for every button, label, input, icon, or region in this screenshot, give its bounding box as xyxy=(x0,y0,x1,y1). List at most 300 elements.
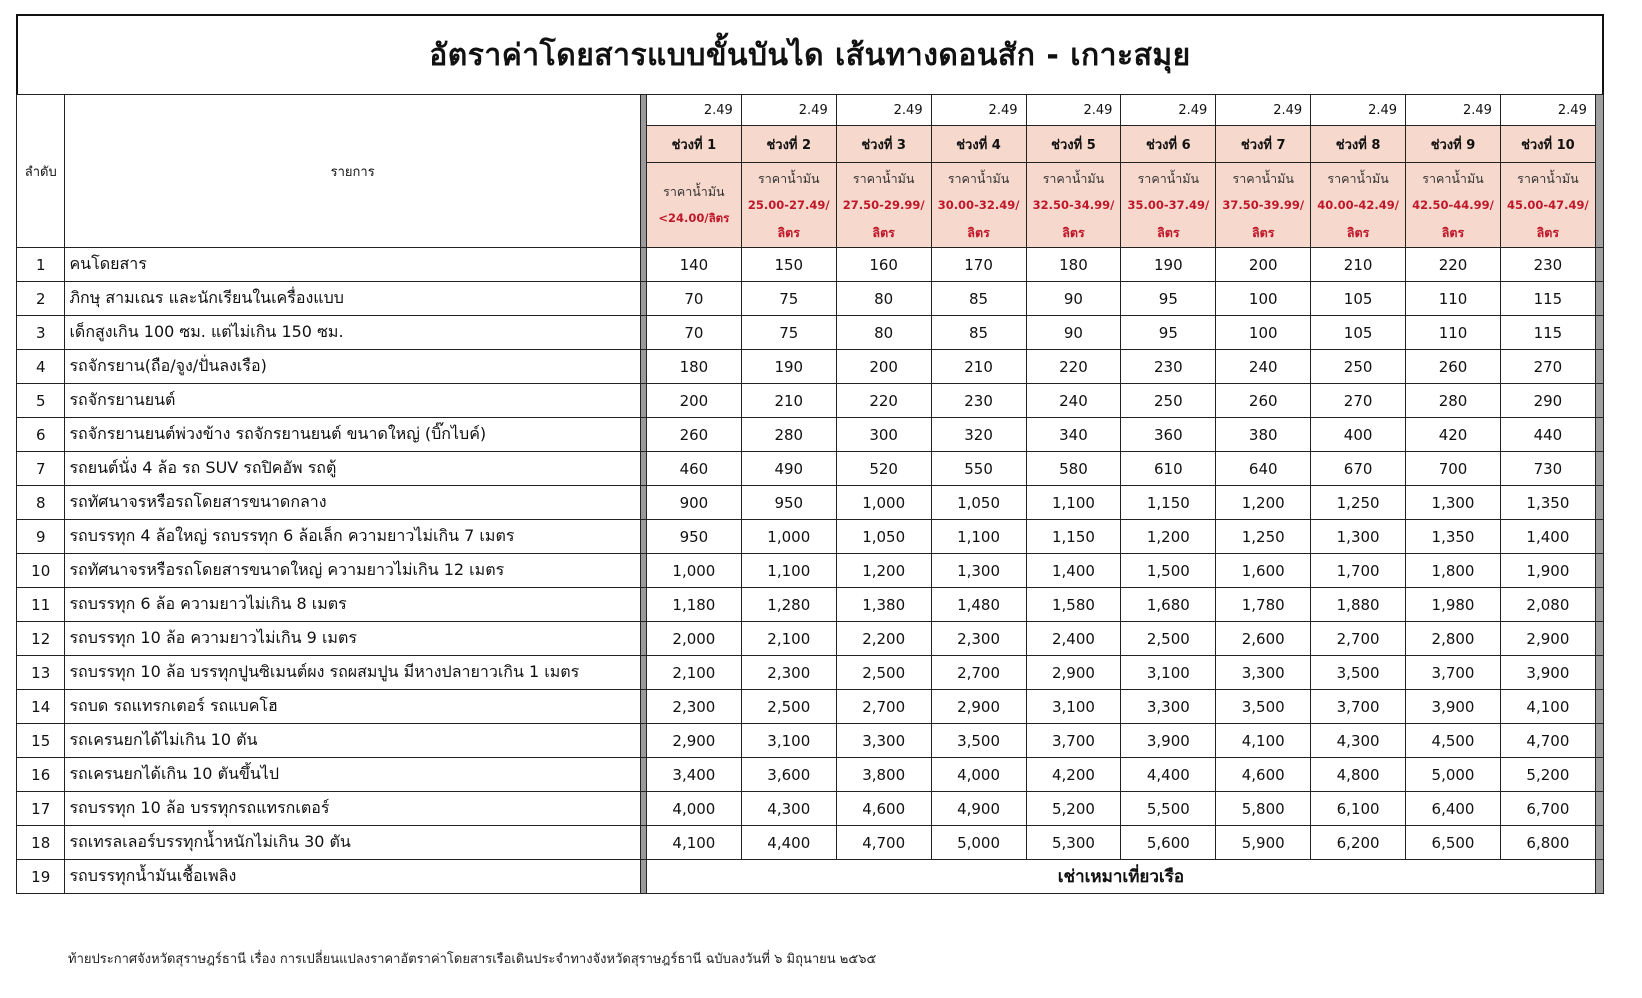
fare-cell: 4,500 xyxy=(1406,724,1501,758)
fare-cell: 2,300 xyxy=(931,622,1026,656)
price-range-value: 27.50-29.99/ xyxy=(842,197,925,212)
fare-cell: 1,350 xyxy=(1406,520,1501,554)
fare-cell: 2,300 xyxy=(646,690,741,724)
fare-cell: 4,600 xyxy=(836,792,931,826)
row-number: 11 xyxy=(17,588,65,622)
table-row xyxy=(17,792,1604,826)
row-item: รถบรรทุก 10 ล้อ ความยาวไม่เกิน 9 เมตร xyxy=(65,622,640,656)
diesel-price-cell: 2.49 xyxy=(741,95,836,126)
column-header-no: ลำดับ xyxy=(17,95,65,248)
row-number: 1 xyxy=(17,248,65,282)
fare-cell: 1,100 xyxy=(931,520,1026,554)
right-edge-bar xyxy=(1595,486,1603,520)
price-range-cell xyxy=(646,163,741,248)
fare-cell: 1,000 xyxy=(646,554,741,588)
row-item: เด็กสูงเกิน 100 ซม. แต่ไม่เกิน 150 ซม. xyxy=(65,316,640,350)
fare-cell: 1,680 xyxy=(1121,588,1216,622)
fare-cell: 5,600 xyxy=(1121,826,1216,860)
right-edge-bar xyxy=(1595,452,1603,486)
page-title: อัตราค่าโดยสารแบบขั้นบันได เส้นทางดอนสัก - เกาะสมุย xyxy=(429,37,1191,73)
right-edge-bar xyxy=(1595,724,1603,758)
fare-cell: 2,800 xyxy=(1406,622,1501,656)
row-number: 5 xyxy=(17,384,65,418)
table-row xyxy=(17,690,1604,724)
fare-cell: 1,400 xyxy=(1500,520,1595,554)
band-header-cell: ช่วงที่ 1 xyxy=(646,126,741,163)
table-row xyxy=(17,588,1604,622)
fare-cell: 100 xyxy=(1216,282,1311,316)
fare-cell: 6,200 xyxy=(1311,826,1406,860)
fare-cell: 220 xyxy=(1406,248,1501,282)
right-edge-bar xyxy=(1595,95,1603,248)
right-edge-bar xyxy=(1595,656,1603,690)
table-row xyxy=(17,418,1604,452)
fare-cell: 1,980 xyxy=(1406,588,1501,622)
fare-cell: 190 xyxy=(1121,248,1216,282)
row-item: รถบรรทุก 10 ล้อ บรรทุกรถแทรกเตอร์ xyxy=(65,792,640,826)
row-item: รถทัศนาจรหรือรถโดยสารขนาดใหญ่ ความยาวไม่เกิน 12 เมตร xyxy=(65,554,640,588)
fare-cell: 3,400 xyxy=(646,758,741,792)
row-number: 15 xyxy=(17,724,65,758)
right-edge-bar xyxy=(1595,622,1603,656)
diesel-row xyxy=(17,95,1604,126)
fare-cell: 580 xyxy=(1026,452,1121,486)
fare-cell: 270 xyxy=(1500,350,1595,384)
fare-cell: 4,200 xyxy=(1026,758,1121,792)
fare-cell: 5,200 xyxy=(1026,792,1121,826)
band-header-cell: ช่วงที่ 5 xyxy=(1026,126,1121,163)
fare-cell: 180 xyxy=(646,350,741,384)
fare-cell: 2,700 xyxy=(836,690,931,724)
fare-table-body xyxy=(17,95,1604,894)
fare-cell: 115 xyxy=(1500,282,1595,316)
fare-cell: 95 xyxy=(1121,316,1216,350)
right-edge-bar xyxy=(1595,826,1603,860)
row-number: 17 xyxy=(17,792,65,826)
row-number: 8 xyxy=(17,486,65,520)
fare-cell: 2,900 xyxy=(1026,656,1121,690)
fare-cell: 1,700 xyxy=(1311,554,1406,588)
fare-cell: 3,500 xyxy=(1311,656,1406,690)
fare-cell: 240 xyxy=(1216,350,1311,384)
fare-cell: 140 xyxy=(646,248,741,282)
fare-cell: 200 xyxy=(646,384,741,418)
fare-cell: 3,300 xyxy=(1216,656,1311,690)
price-range-unit: ลิตร xyxy=(1062,224,1085,240)
price-range-cell xyxy=(741,163,836,248)
fare-cell: 610 xyxy=(1121,452,1216,486)
fare-cell: 950 xyxy=(646,520,741,554)
row-item: รถเครนยกได้เกิน 10 ตันขึ้นไป xyxy=(65,758,640,792)
fare-cell: 1,300 xyxy=(931,554,1026,588)
table-row xyxy=(17,520,1604,554)
row-number: 4 xyxy=(17,350,65,384)
fare-cell: 85 xyxy=(931,316,1026,350)
fare-cell: 2,100 xyxy=(646,656,741,690)
fare-cell: 1,300 xyxy=(1311,520,1406,554)
row-item: รถทัศนาจรหรือรถโดยสารขนาดกลาง xyxy=(65,486,640,520)
diesel-price-cell: 2.49 xyxy=(1311,95,1406,126)
diesel-price-cell: 2.49 xyxy=(1216,95,1311,126)
fare-cell: 5,200 xyxy=(1500,758,1595,792)
fare-cell: 260 xyxy=(1216,384,1311,418)
table-row xyxy=(17,350,1604,384)
price-label: ราคาน้ำมัน xyxy=(852,170,915,186)
fare-cell: 270 xyxy=(1311,384,1406,418)
table-row xyxy=(17,724,1604,758)
fare-cell: 420 xyxy=(1406,418,1501,452)
right-edge-bar xyxy=(1595,418,1603,452)
diesel-price-cell: 2.49 xyxy=(836,95,931,126)
fare-cell: 490 xyxy=(741,452,836,486)
fare-cell: 3,800 xyxy=(836,758,931,792)
band-header-cell: ช่วงที่ 9 xyxy=(1406,126,1501,163)
price-range-cell xyxy=(1121,163,1216,248)
price-label: ราคาน้ำมัน xyxy=(1232,170,1294,186)
fare-cell: 230 xyxy=(931,384,1026,418)
fare-cell: 220 xyxy=(1026,350,1121,384)
price-range-value: 37.50-39.99/ xyxy=(1222,197,1305,212)
row-item: รถบด รถแทรกเตอร์ รถแบคโฮ xyxy=(65,690,640,724)
row-number: 2 xyxy=(17,282,65,316)
fare-cell: 1,280 xyxy=(741,588,836,622)
fare-cell: 1,050 xyxy=(836,520,931,554)
table-row xyxy=(17,282,1604,316)
fare-cell: 260 xyxy=(646,418,741,452)
row-item: รถเทรลเลอร์บรรทุกน้ำหนักไม่เกิน 30 ตัน xyxy=(65,826,640,860)
right-edge-bar xyxy=(1595,588,1603,622)
fare-cell: 5,500 xyxy=(1121,792,1216,826)
price-range-unit: ลิตร xyxy=(1441,224,1465,240)
price-range-cell xyxy=(1311,163,1406,248)
row-number: 18 xyxy=(17,826,65,860)
fare-cell: 2,000 xyxy=(646,622,741,656)
fare-cell: 1,050 xyxy=(931,486,1026,520)
band-header-cell: ช่วงที่ 4 xyxy=(931,126,1026,163)
fare-cell: 280 xyxy=(741,418,836,452)
row-item: รถจักรยานยนต์พ่วงข้าง รถจักรยานยนต์ ขนาดใหญ่ (บิ๊กไบค์) xyxy=(65,418,640,452)
fare-cell: 3,300 xyxy=(1121,690,1216,724)
price-range-unit: ลิตร xyxy=(1536,224,1560,240)
diesel-price-cell: 2.49 xyxy=(646,95,741,126)
fare-cell: 1,100 xyxy=(741,554,836,588)
row-number: 10 xyxy=(17,554,65,588)
table-row xyxy=(17,758,1604,792)
row-item: รถยนต์นั่ง 4 ล้อ รถ SUV รถปิคอัพ รถตู้ xyxy=(65,452,640,486)
fare-cell: 3,900 xyxy=(1406,690,1501,724)
fare-cell: 190 xyxy=(741,350,836,384)
fare-cell: 1,200 xyxy=(1216,486,1311,520)
price-label: ราคาน้ำมัน xyxy=(1137,170,1200,186)
fare-cell: 1,600 xyxy=(1216,554,1311,588)
row-number: 19 xyxy=(17,860,65,894)
fare-cell: 440 xyxy=(1500,418,1595,452)
fare-cell: 3,700 xyxy=(1406,656,1501,690)
band-header-cell: ช่วงที่ 6 xyxy=(1121,126,1216,163)
title-box xyxy=(16,14,1604,94)
fare-cell: 5,800 xyxy=(1216,792,1311,826)
fare-cell: 340 xyxy=(1026,418,1121,452)
price-range-unit: ลิตร xyxy=(872,224,895,240)
price-range-value: 30.00-32.49/ xyxy=(937,197,1020,212)
fare-cell: 6,400 xyxy=(1406,792,1501,826)
fare-table xyxy=(16,94,1604,894)
price-range-cell xyxy=(1216,163,1311,248)
fare-cell: 240 xyxy=(1026,384,1121,418)
fare-cell: 1,100 xyxy=(1026,486,1121,520)
fare-cell: 1,350 xyxy=(1500,486,1595,520)
fare-cell: 230 xyxy=(1500,248,1595,282)
fare-cell: 230 xyxy=(1121,350,1216,384)
fare-cell: 4,400 xyxy=(741,826,836,860)
fare-cell: 6,800 xyxy=(1500,826,1595,860)
fare-cell: 200 xyxy=(836,350,931,384)
table-row xyxy=(17,248,1604,282)
fare-cell: 260 xyxy=(1406,350,1501,384)
fare-cell: 150 xyxy=(741,248,836,282)
row-number: 3 xyxy=(17,316,65,350)
fare-cell: 380 xyxy=(1216,418,1311,452)
fare-cell: 2,200 xyxy=(836,622,931,656)
right-edge-bar xyxy=(1595,350,1603,384)
fare-cell: 280 xyxy=(1406,384,1501,418)
row-number: 14 xyxy=(17,690,65,724)
fare-cell: 70 xyxy=(646,282,741,316)
fare-cell: 2,700 xyxy=(1311,622,1406,656)
charter-note: เช่าเหมาเที่ยวเรือ xyxy=(646,860,1595,894)
row-item: คนโดยสาร xyxy=(65,248,640,282)
table-row xyxy=(17,622,1604,656)
fare-cell: 6,700 xyxy=(1500,792,1595,826)
row-item: รถบรรทุก 4 ล้อใหญ่ รถบรรทุก 6 ล้อเล็ก ความยาวไม่เกิน 7 เมตร xyxy=(65,520,640,554)
row-item: ภิกษุ สามเณร และนักเรียนในเครื่องแบบ xyxy=(65,282,640,316)
fare-cell: 70 xyxy=(646,316,741,350)
fare-cell: 2,400 xyxy=(1026,622,1121,656)
fare-cell: 3,900 xyxy=(1121,724,1216,758)
fare-cell: 170 xyxy=(931,248,1026,282)
fare-cell: 900 xyxy=(646,486,741,520)
row-item: รถบรรทุก 10 ล้อ บรรทุกปูนซิเมนต์ผง รถผสมปูน มีหางปลายาวเกิน 1 เมตร xyxy=(65,656,640,690)
fare-cell: 670 xyxy=(1311,452,1406,486)
fare-cell: 730 xyxy=(1500,452,1595,486)
fare-cell: 210 xyxy=(1311,248,1406,282)
price-range-unit: ลิตร xyxy=(1157,224,1180,240)
fare-cell: 220 xyxy=(836,384,931,418)
fare-cell: 1,250 xyxy=(1311,486,1406,520)
fare-cell: 1,880 xyxy=(1311,588,1406,622)
fare-cell: 4,700 xyxy=(1500,724,1595,758)
fare-cell: 4,100 xyxy=(1500,690,1595,724)
fare-cell: 640 xyxy=(1216,452,1311,486)
fare-cell: 400 xyxy=(1311,418,1406,452)
fare-cell: 3,600 xyxy=(741,758,836,792)
fare-cell: 4,100 xyxy=(1216,724,1311,758)
price-range-value: <24.00/ลิตร xyxy=(658,211,730,225)
fare-cell: 85 xyxy=(931,282,1026,316)
price-label: ราคาน้ำมัน xyxy=(947,170,1010,186)
fare-cell: 1,900 xyxy=(1500,554,1595,588)
fare-cell: 1,180 xyxy=(646,588,741,622)
right-edge-bar xyxy=(1595,384,1603,418)
fare-cell: 4,300 xyxy=(1311,724,1406,758)
fare-cell: 4,100 xyxy=(646,826,741,860)
price-range-value: 40.00-42.49/ xyxy=(1317,197,1399,212)
fare-cell: 3,300 xyxy=(836,724,931,758)
fare-cell: 3,500 xyxy=(1216,690,1311,724)
fare-sheet xyxy=(16,14,1604,894)
row-item: รถบรรทุกน้ำมันเชื้อเพลิง xyxy=(65,860,640,894)
row-number: 7 xyxy=(17,452,65,486)
fare-cell: 1,800 xyxy=(1406,554,1501,588)
fare-cell: 1,000 xyxy=(741,520,836,554)
fare-cell: 1,200 xyxy=(836,554,931,588)
fare-cell: 2,900 xyxy=(646,724,741,758)
fare-cell: 1,480 xyxy=(931,588,1026,622)
fare-cell: 4,000 xyxy=(931,758,1026,792)
right-edge-bar xyxy=(1595,792,1603,826)
table-row xyxy=(17,452,1604,486)
fare-cell: 1,780 xyxy=(1216,588,1311,622)
column-header-item: รายการ xyxy=(65,95,640,248)
price-label: ราคาน้ำมัน xyxy=(1327,170,1389,186)
fare-cell: 5,300 xyxy=(1026,826,1121,860)
diesel-price-cell: 2.49 xyxy=(931,95,1026,126)
fare-cell: 1,400 xyxy=(1026,554,1121,588)
fare-cell: 3,100 xyxy=(1026,690,1121,724)
fare-cell: 1,300 xyxy=(1406,486,1501,520)
right-edge-bar xyxy=(1595,554,1603,588)
fare-cell: 90 xyxy=(1026,316,1121,350)
fare-cell: 100 xyxy=(1216,316,1311,350)
row-number: 16 xyxy=(17,758,65,792)
fare-cell: 1,000 xyxy=(836,486,931,520)
fare-cell: 2,100 xyxy=(741,622,836,656)
price-label: ราคาน้ำมัน xyxy=(1042,170,1105,186)
fare-cell: 1,580 xyxy=(1026,588,1121,622)
fare-cell: 520 xyxy=(836,452,931,486)
fare-cell: 1,150 xyxy=(1026,520,1121,554)
table-row xyxy=(17,860,1604,894)
price-range-value: 35.00-37.49/ xyxy=(1127,197,1210,212)
table-row xyxy=(17,826,1604,860)
fare-cell: 5,000 xyxy=(931,826,1026,860)
fare-cell: 4,000 xyxy=(646,792,741,826)
fare-cell: 550 xyxy=(931,452,1026,486)
right-edge-bar xyxy=(1595,520,1603,554)
right-edge-bar xyxy=(1595,248,1603,282)
fare-cell: 210 xyxy=(931,350,1026,384)
fare-cell: 6,500 xyxy=(1406,826,1501,860)
band-header-cell: ช่วงที่ 3 xyxy=(836,126,931,163)
band-header-cell: ช่วงที่ 2 xyxy=(741,126,836,163)
fare-cell: 700 xyxy=(1406,452,1501,486)
row-item: รถจักรยานยนต์ xyxy=(65,384,640,418)
table-row xyxy=(17,554,1604,588)
fare-cell: 105 xyxy=(1311,282,1406,316)
fare-cell: 6,100 xyxy=(1311,792,1406,826)
fare-cell: 115 xyxy=(1500,316,1595,350)
right-edge-bar xyxy=(1595,758,1603,792)
fare-cell: 2,500 xyxy=(741,690,836,724)
fare-cell: 1,380 xyxy=(836,588,931,622)
fare-cell: 110 xyxy=(1406,282,1501,316)
price-range-unit: ลิตร xyxy=(1251,224,1275,240)
row-number: 9 xyxy=(17,520,65,554)
price-range-value: 42.50-44.99/ xyxy=(1412,197,1494,212)
table-row xyxy=(17,486,1604,520)
fare-cell: 1,500 xyxy=(1121,554,1216,588)
row-item: รถจักรยาน(ถือ/จูง/ปั่นลงเรือ) xyxy=(65,350,640,384)
fare-cell: 300 xyxy=(836,418,931,452)
fare-cell: 75 xyxy=(741,316,836,350)
fare-cell: 105 xyxy=(1311,316,1406,350)
diesel-price-cell: 2.49 xyxy=(1406,95,1501,126)
price-range-value: 45.00-47.49/ xyxy=(1507,197,1589,212)
row-number: 12 xyxy=(17,622,65,656)
fare-cell: 2,700 xyxy=(931,656,1026,690)
fare-cell: 75 xyxy=(741,282,836,316)
band-header-cell: ช่วงที่ 10 xyxy=(1500,126,1595,163)
fare-cell: 2,900 xyxy=(1500,622,1595,656)
fare-cell: 110 xyxy=(1406,316,1501,350)
fare-cell: 290 xyxy=(1500,384,1595,418)
fare-cell: 3,100 xyxy=(741,724,836,758)
table-row xyxy=(17,656,1604,690)
row-number: 6 xyxy=(17,418,65,452)
fare-cell: 2,500 xyxy=(1121,622,1216,656)
fare-cell: 3,700 xyxy=(1311,690,1406,724)
price-range-unit: ลิตร xyxy=(1346,224,1370,240)
fare-cell: 2,500 xyxy=(836,656,931,690)
fare-cell: 1,150 xyxy=(1121,486,1216,520)
diesel-price-cell: 2.49 xyxy=(1026,95,1121,126)
row-item: รถบรรทุก 6 ล้อ ความยาวไม่เกิน 8 เมตร xyxy=(65,588,640,622)
fare-cell: 3,900 xyxy=(1500,656,1595,690)
row-item: รถเครนยกได้ไม่เกิน 10 ตัน xyxy=(65,724,640,758)
price-label: ราคาน้ำมัน xyxy=(663,184,725,199)
fare-cell: 1,200 xyxy=(1121,520,1216,554)
diesel-price-cell: 2.49 xyxy=(1500,95,1595,126)
price-range-value: 25.00-27.49/ xyxy=(747,197,830,212)
diesel-price-cell: 2.49 xyxy=(1121,95,1216,126)
right-edge-bar xyxy=(1595,860,1603,894)
fare-cell: 80 xyxy=(836,316,931,350)
price-range-value: 32.50-34.99/ xyxy=(1032,197,1115,212)
price-range-cell xyxy=(1500,163,1595,248)
price-range-cell xyxy=(836,163,931,248)
row-number: 13 xyxy=(17,656,65,690)
footer-note: ท้ายประกาศจังหวัดสุราษฎร์ธานี เรื่อง การเปลี่ยนแปลงราคาอัตราค่าโดยสารเรือเดินประจำทางจังหวัดสุราษฎร์ธานี ฉบับลงวันที่ ๖ มิถุนายน ๒๕๖๕ xyxy=(68,952,877,967)
price-range-cell xyxy=(931,163,1026,248)
price-range-unit: ลิตร xyxy=(967,224,990,240)
fare-cell: 2,080 xyxy=(1500,588,1595,622)
table-row xyxy=(17,384,1604,418)
fare-cell: 2,600 xyxy=(1216,622,1311,656)
fare-cell: 5,000 xyxy=(1406,758,1501,792)
right-edge-bar xyxy=(1595,282,1603,316)
fare-cell: 210 xyxy=(741,384,836,418)
price-range-cell xyxy=(1406,163,1501,248)
band-header-cell: ช่วงที่ 8 xyxy=(1311,126,1406,163)
fare-cell: 200 xyxy=(1216,248,1311,282)
right-edge-bar xyxy=(1595,316,1603,350)
fare-cell: 90 xyxy=(1026,282,1121,316)
fare-cell: 360 xyxy=(1121,418,1216,452)
price-range-cell xyxy=(1026,163,1121,248)
fare-cell: 250 xyxy=(1121,384,1216,418)
fare-cell: 160 xyxy=(836,248,931,282)
table-row xyxy=(17,316,1604,350)
